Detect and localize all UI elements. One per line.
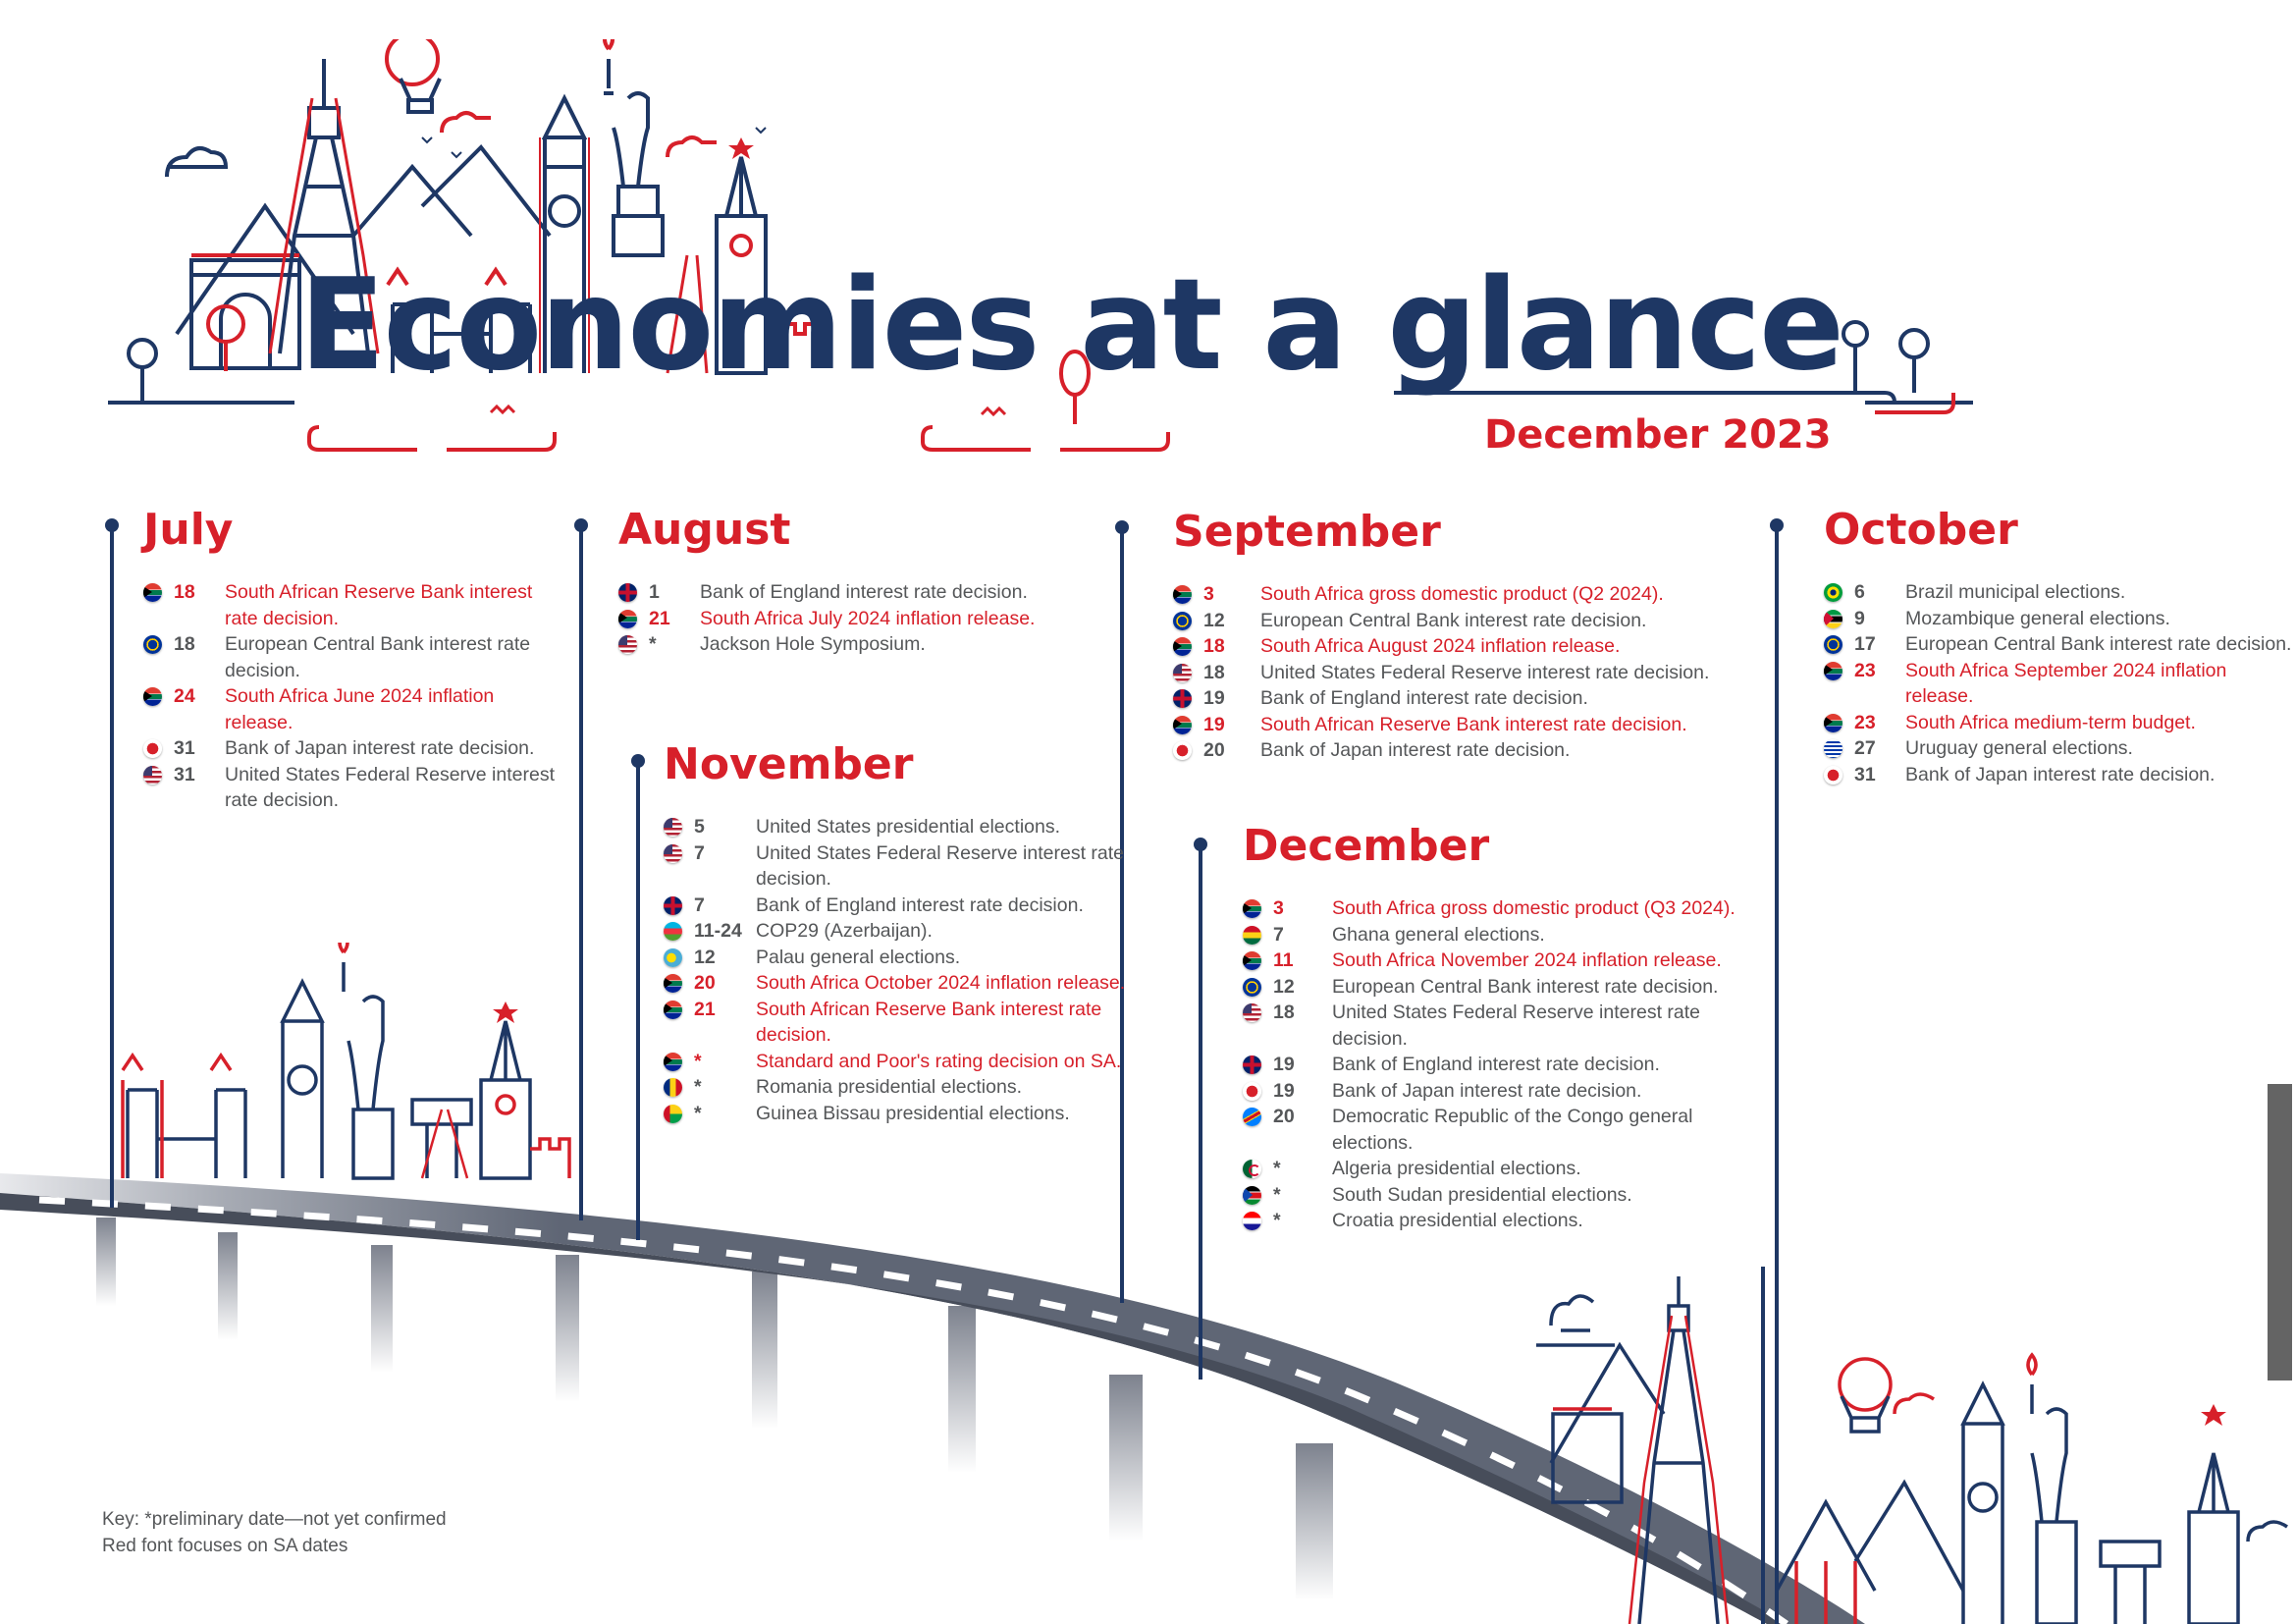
event-row: [143, 683, 556, 735]
event-description: Romania presidential elections.: [756, 1076, 1022, 1098]
event-date: 27: [1854, 737, 1876, 759]
event-row: [664, 1074, 1135, 1101]
event-description: United States Federal Reserve interest rate decision.: [225, 763, 555, 811]
month-block-october: [1824, 505, 2295, 787]
event-date: 24: [174, 685, 195, 707]
event-description: South Africa June 2024 inflation release.: [225, 685, 495, 733]
event-description: South Africa November 2024 inflation release.: [1332, 949, 1722, 971]
south-africa-flag-icon: [1173, 716, 1192, 734]
event-row: [1173, 660, 1762, 686]
event-description: Democratic Republic of the Congo general elections.: [1332, 1106, 1693, 1154]
event-row: [618, 579, 1109, 606]
month-block-september: [1173, 507, 1762, 764]
event-row: [664, 814, 1135, 840]
month-title: October: [1824, 505, 2018, 555]
event-description: South African Reserve Bank interest rate decision.: [756, 998, 1102, 1046]
event-list: [1243, 895, 1773, 1234]
event-date: 19: [1203, 687, 1225, 709]
event-description: Bank of England interest rate decision.: [1260, 687, 1588, 709]
event-description: Bank of Japan interest rate decision.: [225, 737, 535, 759]
south-africa-flag-icon: [1173, 585, 1192, 604]
month-title: September: [1173, 507, 1441, 557]
event-list: [143, 579, 556, 814]
event-date: 18: [1203, 661, 1225, 683]
south-africa-flag-icon: [143, 583, 162, 602]
event-description: South Africa October 2024 inflation release.: [756, 972, 1126, 994]
event-row: [618, 606, 1109, 632]
event-date: 23: [1854, 711, 1876, 733]
united-states-flag-icon: [1173, 664, 1192, 682]
japan-flag-icon: [1243, 1082, 1261, 1101]
event-description: Jackson Hole Symposium.: [700, 633, 926, 655]
event-description: COP29 (Azerbaijan).: [756, 920, 933, 942]
european-union-flag-icon: [1824, 635, 1842, 654]
romania-flag-icon: [664, 1078, 682, 1097]
event-row: [1824, 762, 2295, 788]
event-date: 18: [1203, 635, 1225, 657]
event-date: 7: [1273, 923, 1284, 946]
event-row: [664, 918, 1135, 945]
event-description: Bank of Japan interest rate decision.: [1260, 739, 1571, 761]
event-description: South Sudan presidential elections.: [1332, 1183, 1632, 1206]
european-union-flag-icon: [1173, 612, 1192, 630]
uruguay-flag-icon: [1824, 739, 1842, 758]
event-row: [1173, 712, 1762, 738]
month-block-november: [664, 739, 1135, 1126]
event-row: [1173, 581, 1762, 608]
event-date: *: [694, 1050, 702, 1072]
united-kingdom-flag-icon: [1173, 689, 1192, 708]
event-description: European Central Bank interest rate decision.: [1905, 633, 2292, 655]
left-skyline-illustration: [118, 943, 579, 1198]
event-description: United States Federal Reserve interest rate decision.: [1332, 1001, 1701, 1050]
event-date: 7: [694, 841, 705, 864]
event-row: [1824, 710, 2295, 736]
event-list: [618, 579, 1109, 658]
event-row: [1824, 606, 2295, 632]
event-date: 19: [1273, 1054, 1295, 1075]
japan-flag-icon: [1173, 741, 1192, 760]
event-description: South Africa September 2024 inflation release.: [1905, 659, 2227, 707]
azerbaijan-flag-icon: [664, 922, 682, 941]
event-row: [1243, 1000, 1773, 1052]
event-row: [664, 997, 1135, 1049]
event-row: [1243, 1104, 1773, 1156]
event-date: 11: [1273, 949, 1294, 971]
event-description: South Africa gross domestic product (Q3 2024).: [1332, 897, 1735, 919]
event-description: Guinea Bissau presidential elections.: [756, 1102, 1070, 1124]
croatia-flag-icon: [1243, 1212, 1261, 1230]
event-date: 21: [649, 607, 670, 629]
event-description: Bank of England interest rate decision.: [1332, 1054, 1660, 1075]
event-row: [1173, 633, 1762, 660]
month-block-july: [143, 505, 556, 814]
event-row: [1243, 1208, 1773, 1234]
event-date: *: [1273, 1158, 1281, 1179]
event-row: [143, 735, 556, 762]
event-date: 5: [694, 816, 705, 838]
south-africa-flag-icon: [664, 1053, 682, 1071]
event-description: Bank of Japan interest rate decision.: [1332, 1079, 1642, 1102]
event-row: [1824, 579, 2295, 606]
united-kingdom-flag-icon: [1243, 1056, 1261, 1074]
event-date: 19: [1203, 713, 1225, 735]
south-africa-flag-icon: [618, 610, 637, 628]
event-row: [1243, 947, 1773, 974]
event-description: Standard and Poor's rating decision on SA.: [756, 1050, 1122, 1072]
event-description: Algeria presidential elections.: [1332, 1158, 1581, 1179]
event-date: 31: [1854, 763, 1876, 785]
event-row: [143, 579, 556, 631]
south-africa-flag-icon: [1824, 662, 1842, 680]
event-description: South Africa July 2024 inflation release.: [700, 607, 1036, 629]
event-description: South Africa August 2024 inflation release.: [1260, 635, 1621, 657]
event-description: United States Federal Reserve interest rate decision.: [756, 841, 1125, 890]
event-description: South African Reserve Bank interest rate decision.: [1260, 713, 1687, 735]
south-africa-flag-icon: [664, 974, 682, 993]
event-row: [1243, 974, 1773, 1001]
event-date: 3: [1273, 897, 1284, 919]
brazil-flag-icon: [1824, 583, 1842, 602]
event-date: 18: [174, 633, 195, 655]
event-date: 6: [1854, 581, 1865, 603]
south-africa-flag-icon: [664, 1001, 682, 1019]
dr-congo-flag-icon: [1243, 1108, 1261, 1126]
event-description: Mozambique general elections.: [1905, 607, 2170, 629]
event-row: [1243, 1052, 1773, 1078]
event-date: 7: [694, 893, 705, 916]
event-description: South Africa gross domestic product (Q2 2024).: [1260, 583, 1664, 605]
event-row: [1824, 658, 2295, 710]
event-list: [664, 814, 1135, 1126]
month-title: August: [618, 505, 791, 555]
south-sudan-flag-icon: [1243, 1186, 1261, 1205]
algeria-flag-icon: [1243, 1160, 1261, 1178]
mozambique-flag-icon: [1824, 610, 1842, 628]
event-date: 18: [1273, 1001, 1295, 1023]
event-row: [143, 762, 556, 814]
united-kingdom-flag-icon: [664, 896, 682, 915]
page-subtitle-date: December 2023: [1484, 412, 1832, 458]
page-title: Economies at a glance: [299, 252, 1842, 399]
event-date: 23: [1854, 659, 1876, 681]
event-date: 31: [174, 763, 195, 785]
event-description: South Africa medium-term budget.: [1905, 711, 2196, 733]
event-row: [664, 1101, 1135, 1127]
south-africa-flag-icon: [1243, 899, 1261, 918]
event-row: [1824, 735, 2295, 762]
event-row: [664, 893, 1135, 919]
event-date: 19: [1273, 1079, 1295, 1102]
event-row: [1173, 737, 1762, 764]
event-date: 20: [1203, 739, 1225, 761]
event-row: [1243, 1182, 1773, 1209]
event-date: 18: [174, 581, 195, 603]
event-description: Brazil municipal elections.: [1905, 581, 2126, 603]
event-row: [664, 945, 1135, 971]
european-union-flag-icon: [143, 635, 162, 654]
event-description: European Central Bank interest rate decision.: [1332, 975, 1719, 998]
event-date: 20: [1273, 1106, 1295, 1127]
south-africa-flag-icon: [1243, 951, 1261, 970]
event-description: South African Reserve Bank interest rate decision.: [225, 581, 533, 629]
event-description: Bank of England interest rate decision.: [700, 581, 1028, 603]
event-row: [143, 631, 556, 683]
event-row: [1173, 608, 1762, 634]
event-date: 20: [694, 972, 716, 994]
event-row: [1243, 895, 1773, 922]
timeline-pin-october: [1775, 525, 1779, 1624]
event-date: 21: [694, 998, 716, 1020]
event-date: *: [1273, 1210, 1281, 1231]
united-states-flag-icon: [618, 635, 637, 654]
page-edge-scrollbar[interactable]: [2268, 1084, 2292, 1380]
event-date: 1: [649, 581, 660, 603]
event-description: Palau general elections.: [756, 946, 961, 968]
united-states-flag-icon: [1243, 1003, 1261, 1022]
month-block-august: [618, 505, 1109, 658]
event-row: [664, 1049, 1135, 1075]
south-africa-flag-icon: [1824, 714, 1842, 732]
event-date: *: [1273, 1183, 1281, 1206]
event-description: United States Federal Reserve interest rate decision.: [1260, 661, 1710, 683]
event-date: 17: [1854, 633, 1876, 655]
guinea-bissau-flag-icon: [664, 1105, 682, 1123]
event-description: Croatia presidential elections.: [1332, 1210, 1583, 1231]
palau-flag-icon: [664, 948, 682, 967]
event-list: [1824, 579, 2295, 787]
event-date: 31: [174, 737, 195, 759]
event-description: Ghana general elections.: [1332, 923, 1545, 946]
event-description: European Central Bank interest rate decision.: [225, 633, 531, 681]
month-block-december: [1243, 821, 1773, 1234]
united-kingdom-flag-icon: [618, 583, 637, 602]
event-row: [664, 840, 1135, 893]
event-date: 11-24: [694, 920, 742, 942]
event-row: [1173, 685, 1762, 712]
event-row: [618, 631, 1109, 658]
united-states-flag-icon: [664, 818, 682, 837]
event-description: Uruguay general elections.: [1905, 737, 2133, 759]
south-africa-flag-icon: [1173, 637, 1192, 656]
event-description: Bank of England interest rate decision.: [756, 893, 1084, 916]
event-description: European Central Bank interest rate decision.: [1260, 609, 1647, 631]
event-date: *: [649, 633, 657, 655]
event-row: [1243, 1156, 1773, 1182]
united-states-flag-icon: [143, 766, 162, 785]
month-title: December: [1243, 821, 1490, 871]
united-states-flag-icon: [664, 844, 682, 863]
key-red-font-note: Red font focuses on SA dates: [102, 1536, 348, 1556]
ghana-flag-icon: [1243, 926, 1261, 945]
legend-key: [102, 1506, 447, 1559]
key-preliminary-note: Key: *preliminary date—not yet confirmed: [102, 1509, 447, 1530]
event-row: [664, 970, 1135, 997]
timeline-pin-december: [1199, 844, 1202, 1380]
event-description: United States presidential elections.: [756, 816, 1061, 838]
month-title: July: [143, 505, 234, 555]
event-row: [1243, 922, 1773, 948]
event-date: 3: [1203, 583, 1214, 605]
event-date: 9: [1854, 607, 1865, 629]
timeline-pin-august: [579, 525, 583, 1220]
timeline-pin-november: [636, 761, 640, 1240]
event-row: [1824, 631, 2295, 658]
south-africa-flag-icon: [143, 687, 162, 706]
event-date: *: [694, 1102, 702, 1124]
event-row: [1243, 1078, 1773, 1105]
european-union-flag-icon: [1243, 978, 1261, 997]
event-date: *: [694, 1076, 702, 1098]
event-description: Bank of Japan interest rate decision.: [1905, 763, 2216, 785]
event-date: 12: [694, 946, 716, 968]
right-skyline-illustration: [1531, 1267, 2296, 1624]
event-date: 12: [1273, 975, 1295, 998]
japan-flag-icon: [1824, 766, 1842, 785]
event-date: 12: [1203, 609, 1225, 631]
month-title: November: [664, 739, 914, 789]
timeline-pin-july: [110, 525, 114, 1208]
japan-flag-icon: [143, 739, 162, 758]
event-list: [1173, 581, 1762, 764]
